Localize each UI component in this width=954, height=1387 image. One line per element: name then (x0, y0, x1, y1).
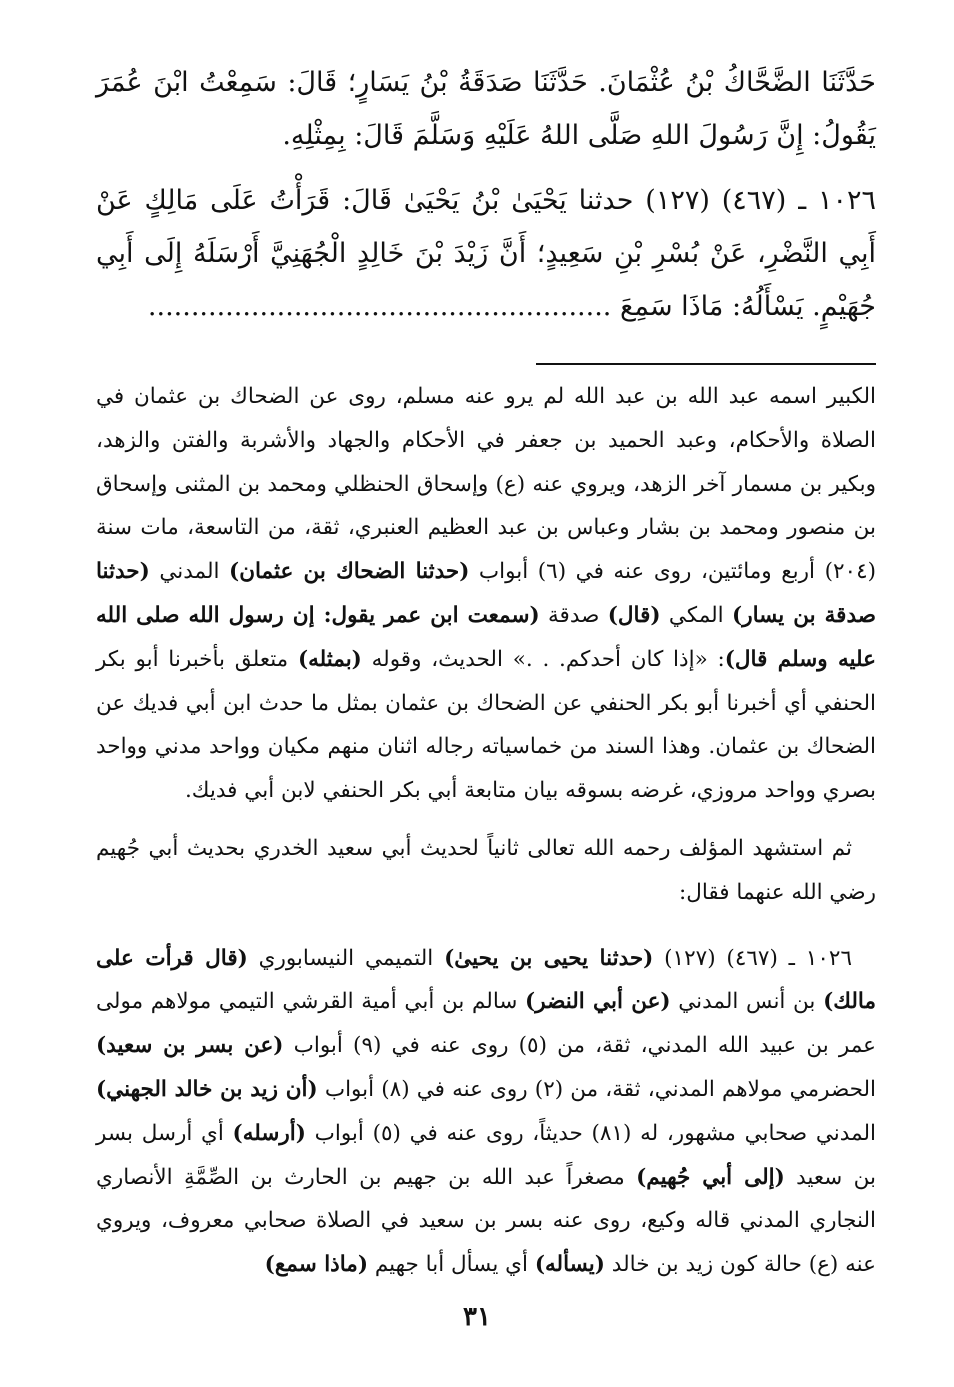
commentary-paragraph-3 (96, 937, 876, 1287)
commentary-text: الحضرمي مولاهم المدني، ثقة، من (٢) روى عنه في (٨) أبواب (317, 1076, 877, 1102)
separator-line (536, 363, 876, 365)
commentary-bold: (إلى أبي جُهيم) (636, 1164, 785, 1190)
commentary-bold: (بمثله) (297, 646, 362, 672)
hadith-text (96, 56, 876, 333)
commentary-bold: (قال) (607, 602, 661, 628)
commentary-text: : «إذا كان أحدكم. . .» الحديث، وقوله (361, 646, 725, 672)
hadith-paragraph-1 (96, 56, 876, 162)
commentary-bold: (يسأله) (534, 1252, 605, 1278)
commentary-text: المكي (660, 602, 733, 628)
commentary-paragraph-2 (96, 827, 876, 915)
commentary-text: الكبير اسمه عبد الله بن عبد الله لم يرو عنه مسلم، روى عن الضحاك بن عثمان في الصلاة والأحكام، وعبد الحميد بن جعفر في الأحكام والجهاد والأشربة والفتن والزهد، وبكير بن مسمار آخر الزهد، ويروي عنه (ع) وإسحاق الحنظلي ومحمد بن المثنى وإسحاق بن منصور ومحمد بن بشار وعباس بن عبد العظيم العنبري، ثقة، من التاسعة، مات سنة (٢٠٤) أربع ومائتين، روى عنه في (٦) أبواب (96, 384, 877, 585)
commentary-bold: (أرسله) (232, 1120, 306, 1146)
commentary-text: صدقة (539, 602, 608, 628)
commentary-bold: (حدثنا صدقة بن يسار) (96, 559, 877, 628)
hadith-paragraph-2-text: حدثنا يَحْيَىٰ بْنُ يَحْيَىٰ قَالَ: قَرَأْتُ عَلَى مَالِكٍ عَنْ أَبِي النَّضْرِ، عَنْ بُسْرِ بْنِ سَعِيدٍ؛ أَنَّ زَيْدَ بْنَ خَالِدٍ الْجُهَنِيَّ أَرْسَلَهُ إِلَى أَبِي جُهَيْمٍ. يَسْأَلُهُ: مَاذَا سَمِعَ (96, 185, 876, 322)
commentary-bold: (عن أبي النضر) (525, 989, 671, 1015)
commentary-text: مصغراً عبد الله بن جهيم بن الحارث بن الصِّمَّةِ الأنصاري النجاري المدني قاله وكيع، روى عنه بسر بن سعيد في الصلاة صحابي معروف، ويروي عنه (ع) حالة كون زيد بن خالد (96, 1164, 876, 1278)
commentary-text: التميمي النيسابوري (247, 945, 445, 971)
commentary-bold: (ماذا سمع) (264, 1252, 368, 1278)
hadith-number: ١٠٢٦ ـ (٤٦٧) (١٢٧) (645, 185, 876, 216)
continuation-dots: ...................................................... (147, 291, 620, 322)
hadith-paragraph-1-text: حَدَّثَنَا الضَّحَّاكُ بْنُ عُثْمَانَ. حَدَّثَنَا صَدَقَةُ بْنُ يَسَارٍ؛ قَالَ: سَمِعْتُ ابْنَ عُمَرَ يَقُولُ: إِنَّ رَسُولَ اللهِ صَلَّى اللهُ عَلَيْهِ وَسَلَّمَ قَالَ: بِمِثْلِهِ. (96, 67, 876, 151)
commentary-text: أي يسأل أبا جهيم (368, 1252, 535, 1278)
commentary-text: ١٠٢٦ ـ (٤٦٧) (١٢٧) (653, 945, 852, 971)
commentary-paragraph-1 (96, 375, 876, 813)
commentary-bold: (حدثنا يحيى بن يحيىٰ) (444, 945, 654, 971)
commentary-text: متعلق بأخبرنا أبو بكر الحنفي أي أخبرنا أبو بكر الحنفي عن الضحاك بن عثمان بمثل ما حدث ابن أبي فديك عن الضحاك بن عثمان. وهذا السند من خماسياته رجاله اثنان منهم مكيان وواحد مدني وواحد بصري وواحد مروزي، غرضه بسوقه بيان متابعة أبي بكر الحنفي لابن أبي فديك. (96, 646, 876, 804)
commentary (96, 375, 876, 1287)
commentary-text: أي أرسل بسر بن سعيد (96, 1120, 877, 1190)
commentary-text: سالم بن أبي أمية القرشي التيمي مولاهم مولى عمر بن عبيد الله المدني، ثقة، من (٥) روى عنه في (٩) أبواب (96, 989, 876, 1059)
commentary-bold: (حدثنا الضحاك بن عثمان) (229, 559, 470, 585)
commentary-text: المدني صحابي مشهور، له (٨١) حديثاً، روى عنه في (٥) أبواب (305, 1120, 877, 1146)
commentary-bold: (سمعت ابن عمر يقول: إن رسول الله صلى الله عليه وسلم قال) (96, 602, 876, 672)
commentary-bold: (عن بسر بن سعيد) (96, 1033, 284, 1059)
commentary-text: ثم استشهد المؤلف رحمه الله تعالى ثانياً لحديث أبي سعيد الخدري بحديث أبي جُهيم رضي الله عنهما فقال: (96, 835, 876, 905)
page-number: ٣١ (463, 1302, 491, 1332)
hadith-paragraph-2 (96, 174, 876, 333)
commentary-text: المدني (149, 559, 230, 585)
page-body (96, 56, 876, 1287)
commentary-text: بن أنس المدني (670, 989, 824, 1015)
commentary-bold: (قال قرأت على مالك) (96, 945, 876, 1015)
commentary-bold: (أن زيد بن خالد الجهني) (96, 1076, 318, 1102)
